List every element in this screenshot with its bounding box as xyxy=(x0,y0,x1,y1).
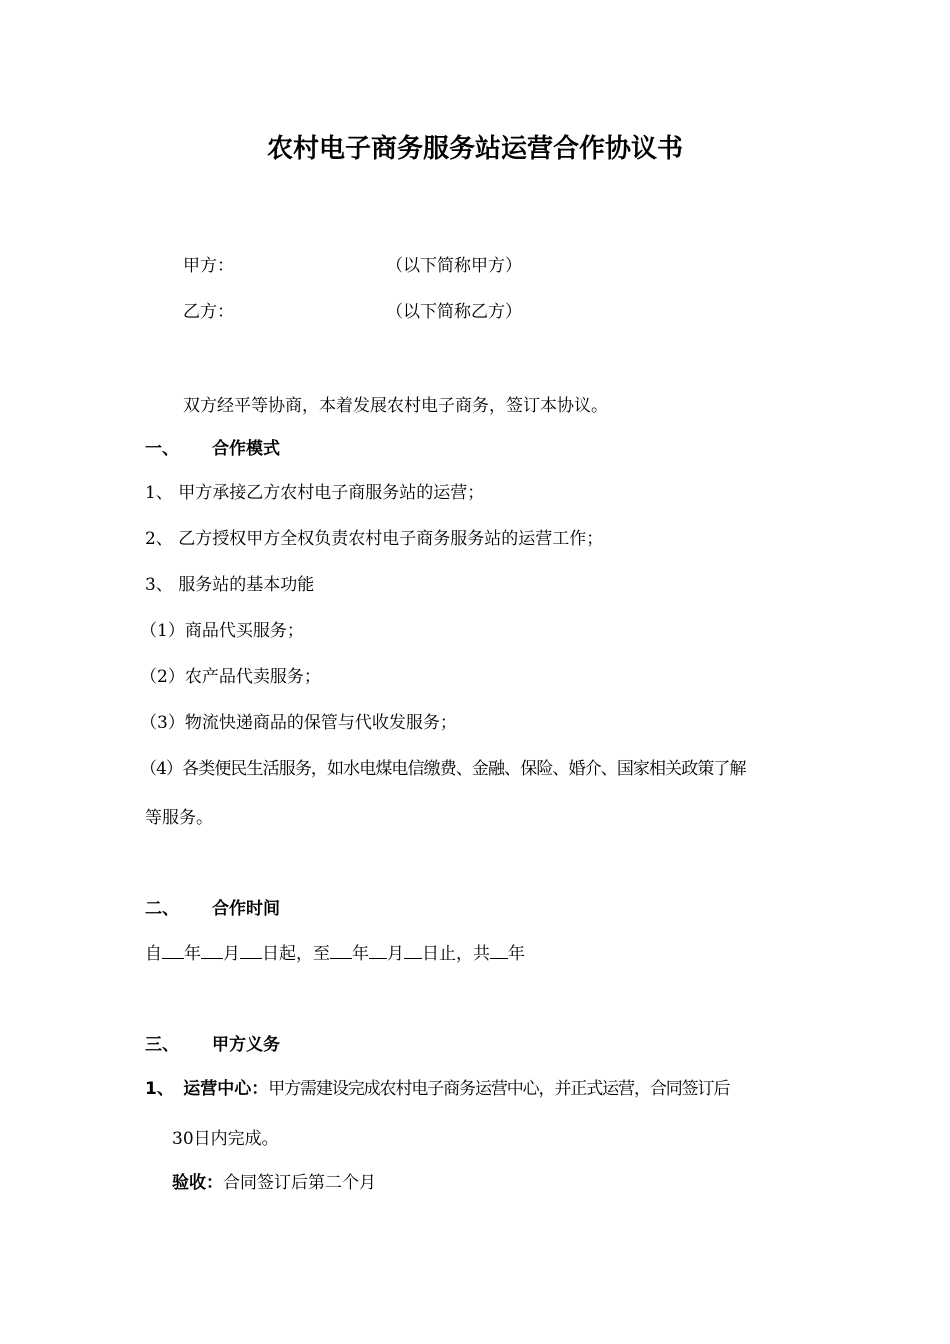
blank-end-year[interactable] xyxy=(330,942,352,959)
section3-item-1-text-cont: 30日内完成。 xyxy=(172,1129,279,1149)
acceptance-text: 合同签订后第二个月 xyxy=(223,1173,376,1193)
term-year2: 年 xyxy=(352,944,369,964)
section3-item-1-number: 1、 xyxy=(145,1079,174,1099)
intro-paragraph: 双方经平等协商，本着发展农村电子商务，签订本协议。 xyxy=(183,396,608,416)
section3-number: 三、 xyxy=(145,1035,179,1055)
term-year: 年 xyxy=(184,944,201,964)
section1-item-3: 3、 服务站的基本功能 xyxy=(145,575,315,595)
blank-start-month[interactable] xyxy=(201,942,223,959)
section2-number: 二、 xyxy=(145,899,179,919)
section1-item-2: 2、 乙方授权甲方全权负责农村电子商务服务站的运营工作； xyxy=(145,529,604,549)
term-sentence xyxy=(145,942,525,965)
term-month: 月 xyxy=(223,944,240,964)
term-day-from: 日起，至 xyxy=(262,944,330,964)
section2-heading: 合作时间 xyxy=(212,899,280,919)
party-a-label: 甲方： xyxy=(183,256,234,276)
party-b-note: （以下简称乙方） xyxy=(386,302,522,322)
section1-item-1: 1、 甲方承接乙方农村电子商服务站的运营； xyxy=(145,483,485,503)
section3-heading: 甲方义务 xyxy=(212,1035,280,1055)
blank-start-day[interactable] xyxy=(240,942,262,959)
party-a-note: （以下简称甲方） xyxy=(386,256,522,276)
blank-end-month[interactable] xyxy=(369,942,387,959)
acceptance-label: 验收： xyxy=(172,1173,223,1193)
blank-end-day[interactable] xyxy=(404,942,422,959)
section1-subitem-3: （3）物流快递商品的保管与代收发服务； xyxy=(140,713,457,733)
blank-start-year[interactable] xyxy=(162,942,184,959)
party-b-label: 乙方： xyxy=(183,302,234,322)
term-from: 自 xyxy=(145,944,162,964)
blank-duration-years[interactable] xyxy=(490,942,508,959)
section3-item-1 xyxy=(145,1078,810,1100)
term-month2: 月 xyxy=(387,944,404,964)
term-day-to: 日止，共 xyxy=(422,944,490,964)
section1-heading: 合作模式 xyxy=(212,439,280,459)
section3-item-1-text: 甲方需建设完成农村电子商务运营中心，并正式运营，合同签订后 xyxy=(268,1079,730,1099)
section1-subitem-2: （2）农产品代卖服务； xyxy=(140,667,321,687)
term-year3: 年 xyxy=(508,944,525,964)
section1-subitem-4-line2: 等服务。 xyxy=(145,808,213,828)
section1-number: 一、 xyxy=(145,439,179,459)
section3-item-1-label: 运营中心： xyxy=(183,1079,269,1099)
acceptance-line xyxy=(172,1172,376,1194)
section1-subitem-1: （1）商品代买服务； xyxy=(140,621,304,641)
document-title: 农村电子商务服务站运营合作协议书 xyxy=(266,134,683,164)
section1-subitem-4-line1: （4）各类便民生活服务，如水电煤电信缴费、金融、保险、婚介、国家相关政策了解 xyxy=(140,759,746,779)
